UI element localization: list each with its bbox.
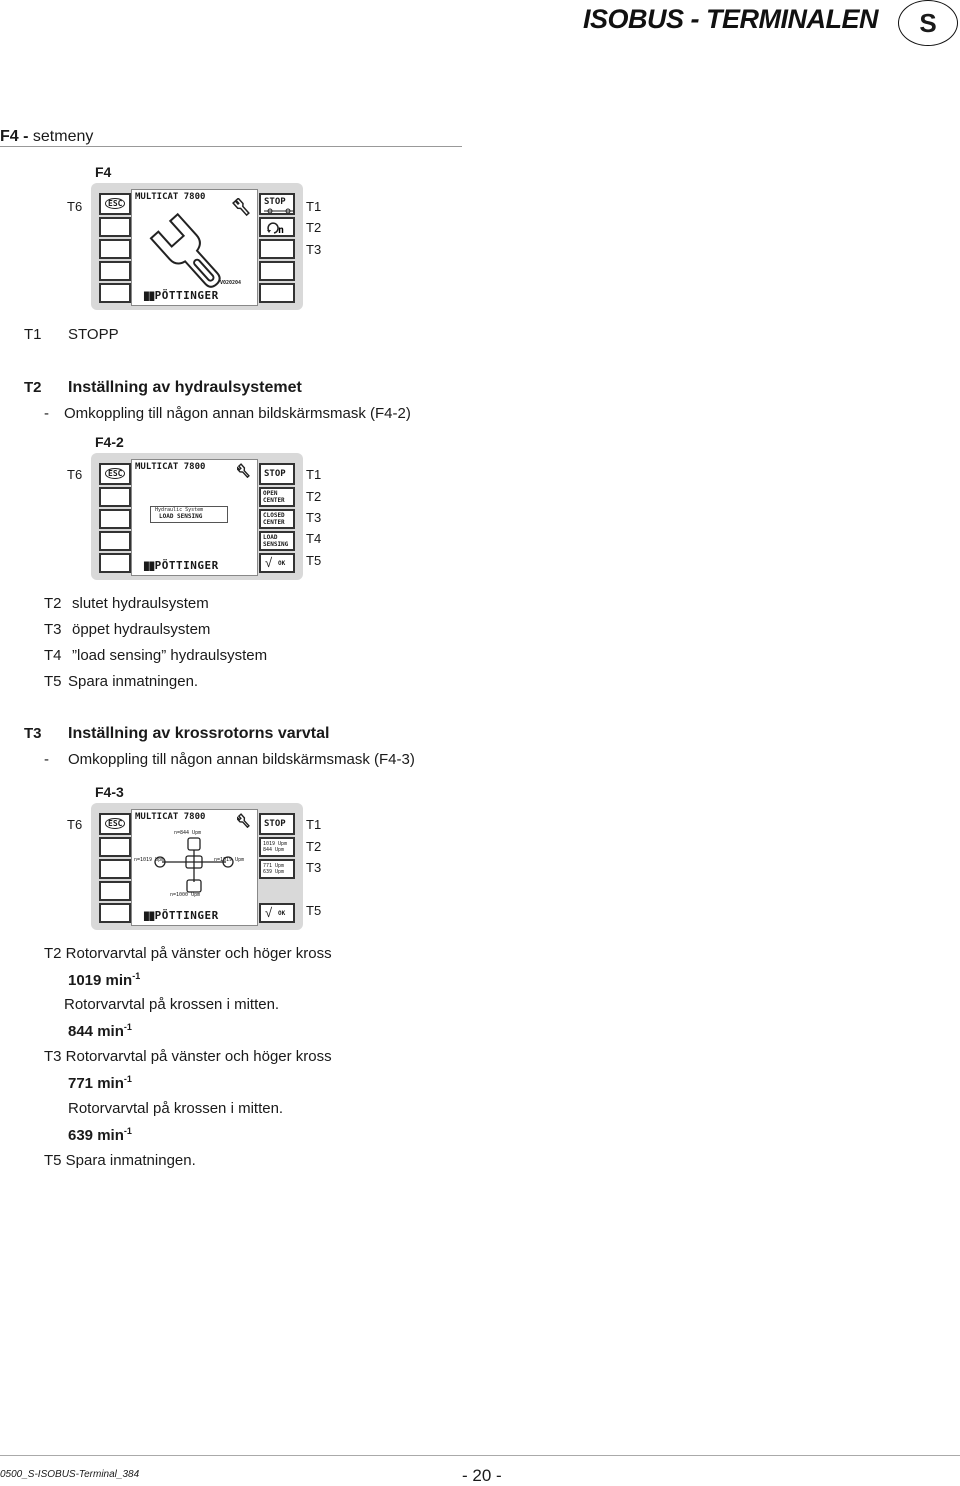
t3-list-value-3: 771 $\min^{-1}$ [68, 1074, 132, 1092]
key-label-t1: T1 [306, 467, 322, 482]
softkey-t8[interactable] [99, 509, 131, 529]
t2-list-text-0: slutet hydraulsystem [72, 595, 209, 612]
page-header-title: ISOBUS - TERMINALEN [583, 4, 879, 34]
t2-list-text-1: öppet hydraulsystem [72, 621, 211, 638]
softkey-t3[interactable] [259, 239, 295, 259]
t2-speed-values: 1019 Upm 844 Upm [263, 841, 288, 853]
rotor-speed-icon [265, 221, 291, 235]
softkey-t2[interactable] [259, 217, 295, 237]
terminal-screen-f4-3 [91, 803, 303, 930]
softkey-t4[interactable] [259, 261, 295, 281]
rotor-left-speed: n=1019 Upm [134, 857, 165, 863]
t3-dash: - [44, 751, 49, 768]
t1-key: T1 [24, 326, 42, 343]
key-label-t4: T4 [306, 531, 322, 546]
t3-key: T3 [24, 725, 42, 742]
softkey-t10[interactable] [99, 283, 131, 303]
section-name: setmeny [28, 128, 94, 145]
open-center-label: OPEN CENTER [263, 490, 285, 504]
t2-list-text-2: ”load sensing” hydraulsystem [72, 647, 268, 664]
key-label-t5: T5 [306, 553, 322, 568]
mower-layout-diagram [150, 834, 240, 894]
screen-title: MULTICAT 7800 [135, 192, 206, 202]
softkey-t6[interactable] [99, 193, 131, 215]
t3-list-line-3: T3 Rotorvarvtal på vänster och höger kross [44, 1048, 332, 1065]
softkey-t4[interactable] [259, 531, 295, 551]
wrench-icon [237, 462, 253, 478]
esc-icon: ESC [105, 468, 125, 479]
t2-list-key-3: T5 [44, 673, 62, 690]
softkey-t3[interactable] [259, 509, 295, 529]
softkey-t5[interactable] [259, 283, 295, 303]
rotor-right-speed: n=1019 Upm [214, 857, 245, 863]
softkey-t10[interactable] [99, 903, 131, 923]
t3-list-line-1: T2 Rotorvarvtal på vänster och höger kross [44, 945, 332, 962]
key-label-t6: T6 [67, 199, 83, 214]
softkey-t3[interactable] [259, 859, 295, 879]
t1-text: STOPP [68, 326, 119, 343]
wrench-icon [140, 198, 258, 288]
softkey-t8[interactable] [99, 239, 131, 259]
key-label-t6: T6 [67, 467, 83, 482]
key-label-t3: T3 [306, 860, 322, 875]
stop-label: STOP [264, 819, 286, 829]
lcd-display [131, 189, 258, 306]
section-title [0, 128, 93, 146]
language-badge: S [898, 0, 958, 46]
checkmark-icon: √ [265, 905, 273, 920]
stop-label: STOP [264, 197, 286, 207]
ok-label: OK [278, 560, 286, 567]
key-label-t3: T3 [306, 510, 322, 525]
hydraulic-system-box [150, 506, 228, 523]
esc-icon: ESC [105, 818, 125, 829]
key-label-t2: T2 [306, 220, 322, 235]
t2-list-key-0: T2 [44, 595, 62, 612]
softkey-t2[interactable] [259, 837, 295, 857]
section-divider [0, 146, 462, 147]
brand-logo: ██PÖTTINGER [144, 909, 219, 922]
t2-key: T2 [24, 379, 42, 396]
softkey-t1[interactable] [259, 193, 295, 215]
softkey-t5[interactable] [259, 553, 295, 573]
softkey-t8[interactable] [99, 859, 131, 879]
key-label-t5: T5 [306, 903, 322, 918]
t2-subtitle: Omkoppling till någon annan bildskärmsmask (F4-2) [64, 405, 411, 422]
svg-text:n: n [278, 225, 285, 235]
t2-list-text-3: Spara inmatningen. [68, 673, 199, 690]
screen-label-f4: F4 [95, 164, 112, 180]
screen-title: MULTICAT 7800 [135, 812, 206, 822]
box-value: LOAD SENSING [159, 513, 203, 520]
key-label-t6: T6 [67, 817, 83, 832]
section-key: F4 - [0, 128, 29, 145]
rotor-bottom-speed: n=1000 Upm [170, 892, 201, 898]
footer-doc-id: 0500_S-ISOBUS-Terminal_384 [0, 1469, 140, 1480]
screen-title: MULTICAT 7800 [135, 462, 206, 472]
stop-label: STOP [264, 469, 286, 479]
screen-label-f4-2: F4-2 [95, 434, 124, 450]
t3-list-value-1: 1019 $\min^{-1}$ [68, 971, 141, 989]
softkey-t1[interactable] [259, 813, 295, 835]
softkey-t4[interactable] [259, 881, 295, 901]
softkey-t6[interactable] [99, 813, 131, 835]
version-text: V020204 [220, 280, 242, 286]
softkey-t7[interactable] [99, 837, 131, 857]
t3-list-line-5: T5 Spara inmatningen. [44, 1152, 196, 1169]
brand-logo: ██PÖTTINGER [144, 559, 219, 572]
t3-list-line-2: Rotorvarvtal på krossen i mitten. [64, 996, 280, 1013]
key-label-t2: T2 [306, 839, 322, 854]
lcd-display [131, 459, 258, 576]
softkey-t9[interactable] [99, 531, 131, 551]
page-number: - 20 - [462, 1466, 502, 1485]
softkey-t9[interactable] [99, 261, 131, 281]
lcd-display [131, 809, 258, 926]
t3-heading: Inställning av krossrotorns varvtal [68, 725, 330, 742]
key-label-t1: T1 [306, 199, 322, 214]
softkey-t7[interactable] [99, 217, 131, 237]
t2-dash: - [44, 405, 49, 422]
box-title: Hydraulic System [155, 507, 204, 513]
softkey-t1[interactable] [259, 463, 295, 485]
load-sensing-label: LOAD SENSING [263, 534, 289, 548]
hydraulic-icon [264, 208, 294, 214]
terminal-screen-f4-2 [91, 453, 303, 580]
t3-subtitle: Omkoppling till någon annan bildskärmsmask (F4-3) [68, 751, 415, 768]
softkey-t9[interactable] [99, 881, 131, 901]
rotor-top-speed: n=844 Upm [174, 830, 202, 836]
esc-icon: ESC [105, 198, 125, 209]
t2-list-key-1: T3 [44, 621, 62, 638]
key-label-t1: T1 [306, 817, 322, 832]
terminal-screen-f4 [91, 183, 303, 310]
softkey-t10[interactable] [99, 553, 131, 573]
key-label-t2: T2 [306, 489, 322, 504]
t3-list-value-4: 639 $\min^{-1}$ [68, 1126, 132, 1144]
t2-heading: Inställning av hydraulsystemet [68, 379, 302, 396]
ok-label: OK [278, 910, 286, 917]
closed-center-label: CLOSED CENTER [263, 512, 285, 526]
footer-divider [0, 1455, 960, 1456]
softkey-t5[interactable] [259, 903, 295, 923]
wrench-icon [237, 812, 253, 828]
screen-label-f4-3: F4-3 [95, 784, 124, 800]
t2-list-key-2: T4 [44, 647, 62, 664]
t3-speed-values: 771 Upm 639 Upm [263, 863, 285, 875]
softkey-t2[interactable] [259, 487, 295, 507]
softkey-t6[interactable] [99, 463, 131, 485]
checkmark-icon: √ [265, 555, 273, 570]
key-label-t3: T3 [306, 242, 322, 257]
t3-list-value-2: 844 $\min^{-1}$ [68, 1022, 132, 1040]
softkey-t7[interactable] [99, 487, 131, 507]
brand-logo: ██PÖTTINGER [144, 289, 219, 302]
t3-list-line-4: Rotorvarvtal på krossen i mitten. [68, 1100, 284, 1117]
